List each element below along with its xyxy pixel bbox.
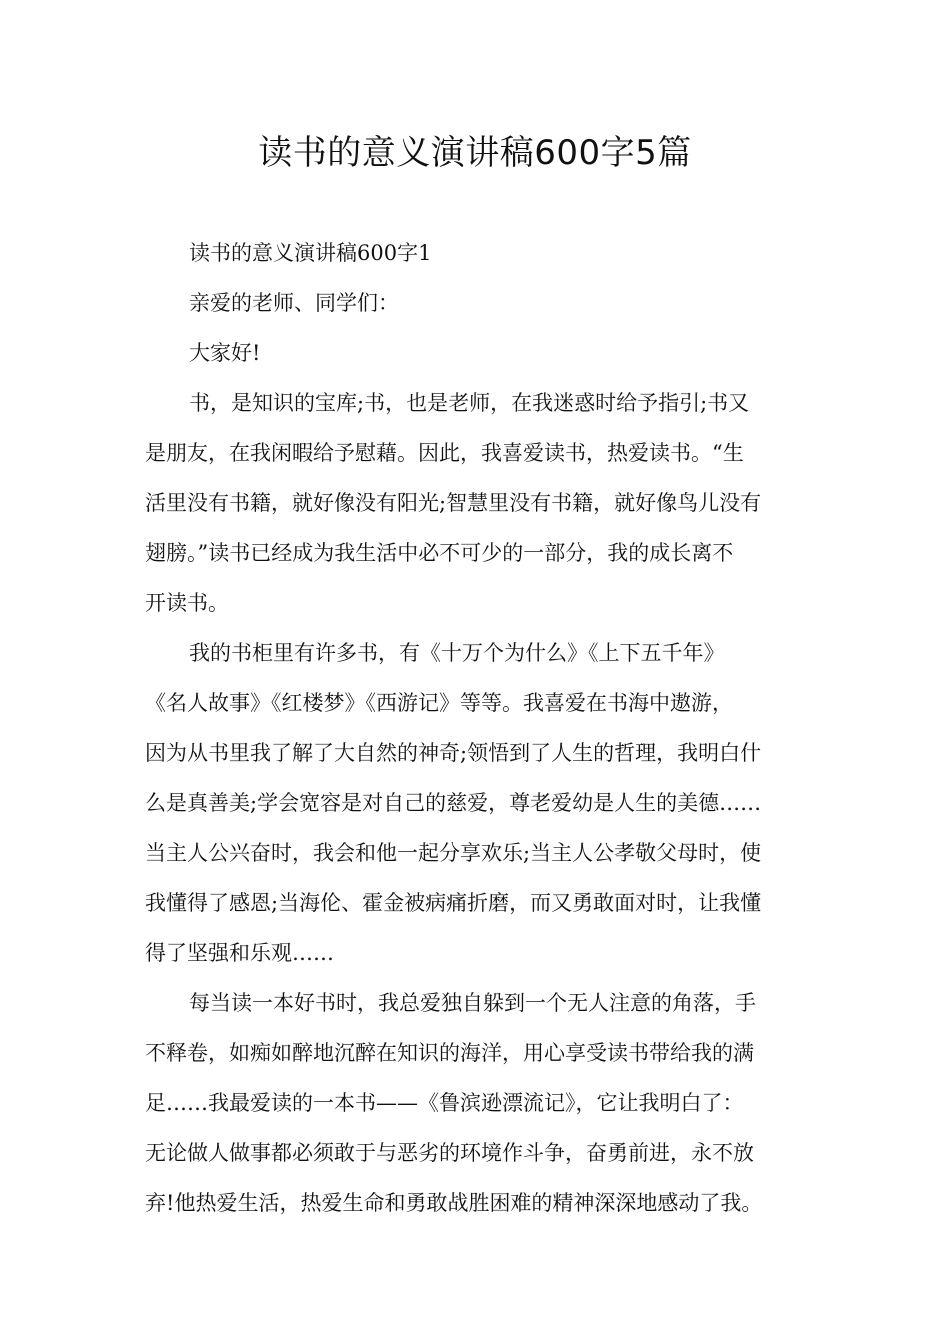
- text-line: 因为从书里我了解了大自然的神奇;领悟到了人生的哲理，我明白什: [145, 741, 762, 765]
- text-line: 书，是知识的宝库;书，也是老师，在我迷惑时给予指引;书又: [189, 391, 750, 415]
- document-body: [145, 228, 807, 1228]
- text-line: 翅膀。”读书已经成为我生活中必不可少的一部分，我的成长离不: [145, 541, 734, 565]
- text-line: 么是真善美;学会宽容是对自己的慈爱，尊老爱幼是人生的美德……: [145, 791, 762, 815]
- text-line: 读书的意义演讲稿600字1: [189, 241, 432, 265]
- text-line: 活里没有书籍，就好像没有阳光;智慧里没有书籍，就好像鸟儿没有: [145, 491, 762, 515]
- text-line: 亲爱的老师、同学们：: [189, 291, 399, 315]
- text-line: 是朋友，在我闲暇给予慰藉。因此，我喜爱读书，热爱读书。“生: [145, 441, 744, 465]
- text-line: 得了坚强和乐观……: [145, 941, 334, 965]
- text-line: 我懂得了感恩;当海伦、霍金被病痛折磨，而又勇敢面对时，让我懂: [145, 891, 762, 915]
- document-title: 读书的意义演讲稿600字5篇: [258, 133, 692, 173]
- text-line: 大家好!: [189, 341, 261, 365]
- text-line: 开读书。: [145, 591, 229, 615]
- text-line: 弃!他热爱生活，热爱生命和勇敢战胜困难的精神深深地感动了我。: [145, 1191, 763, 1215]
- text-line: 当主人公兴奋时，我会和他一起分享欢乐;当主人公孝敬父母时，使: [145, 841, 762, 865]
- text-line: 每当读一本好书时，我总爱独自躲到一个无人注意的角落，手: [189, 991, 756, 1015]
- text-line: 足……我最爱读的一本书——《鲁滨逊漂流记》，它让我明白了：: [145, 1091, 744, 1115]
- text-line: 不释卷，如痴如醉地沉醉在知识的海洋，用心享受读书带给我的满: [145, 1041, 754, 1065]
- text-line: 《名人故事》《红楼梦》《西游记》等等。我喜爱在书海中遨游，: [145, 691, 733, 715]
- text-line: 我的书柜里有许多书，有《十万个为什么》《上下五千年》: [189, 641, 725, 665]
- text-line: 无论做人做事都必须敢于与恶劣的环境作斗争，奋勇前进，永不放: [145, 1141, 754, 1165]
